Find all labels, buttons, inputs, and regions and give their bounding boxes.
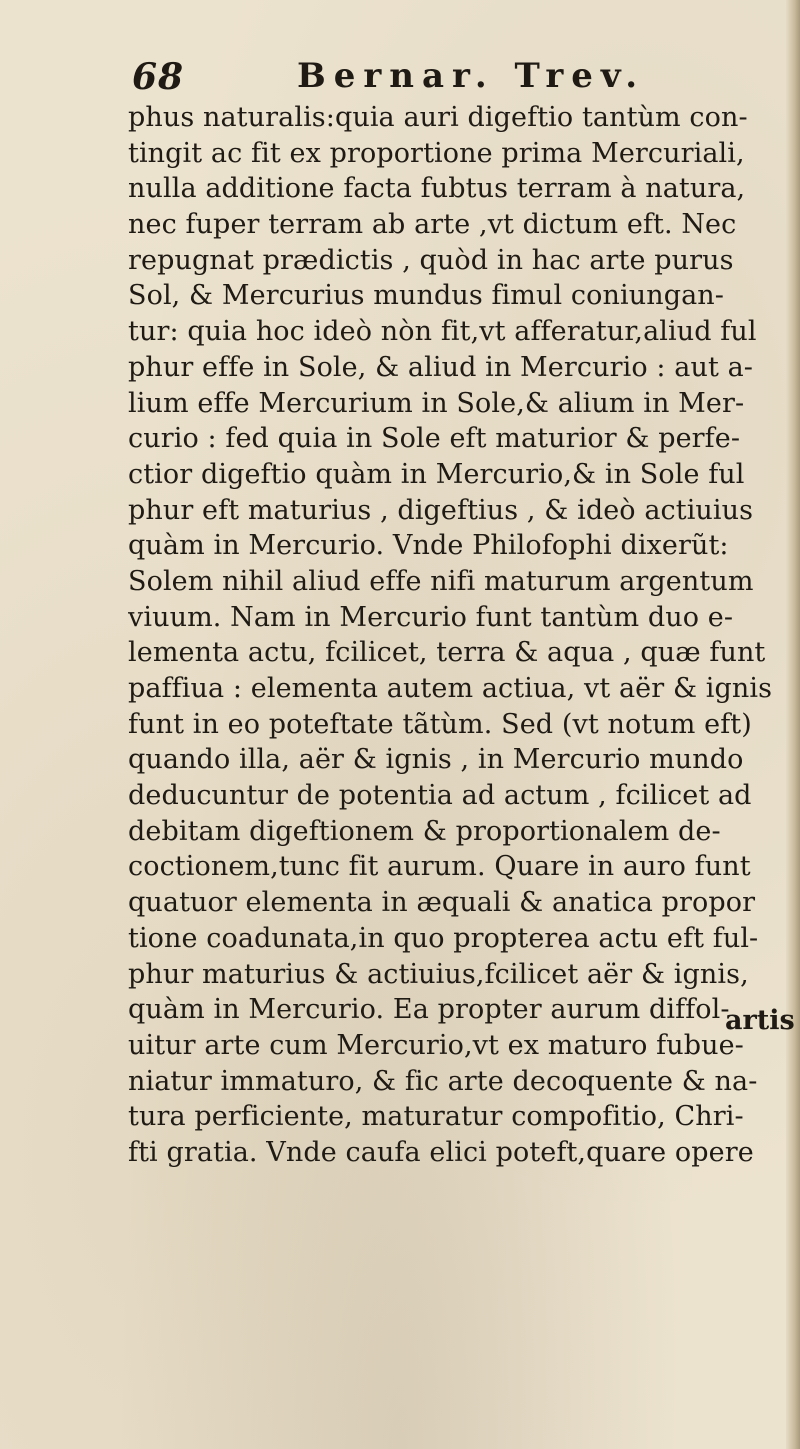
text-line: nec fuper terram ab arte ,vt dictum eft. Nec [128, 209, 737, 241]
text-line: deducuntur de potentia ad actum , fcilicet ad [128, 780, 752, 812]
page-number: 68 [132, 56, 185, 98]
text-line: Sol, & Mercurius mundus fimul coniungan- [128, 280, 724, 312]
text-line: phur effe in Sole, & aliud in Mercurio : aut a- [128, 351, 754, 383]
text-line: quàm in Mercurio. Ea propter aurum diffol- [128, 994, 730, 1026]
text-line: uitur arte cum Mercurio,vt ex maturo fubue- [128, 1029, 744, 1061]
text-line: niatur immaturo, & fic arte decoquente & na- [128, 1065, 758, 1097]
text-line: nulla additione facta fubtus terram à natura, [128, 173, 746, 205]
text-line: Solem nihil aliud effe nifi maturum argentum [128, 565, 754, 597]
body-text [128, 100, 788, 1171]
text-line: tione coadunata,in quo propterea actu eft ful- [128, 922, 759, 954]
text-line: paffiua : elementa autem actiua, vt aër & ignis [128, 673, 773, 704]
text-line: viuum. Nam in Mercurio funt tantùm duo e- [128, 601, 734, 633]
text-line: repugnat prædictis , quòd in hac arte purus [128, 244, 734, 276]
text-line: fti gratia. Vnde caufa elici poteft,quare opere [128, 1136, 754, 1168]
text-line: tingit ac fit ex proportione prima Mercuriali, [128, 137, 745, 169]
text-line: quando illa, aër & ignis , in Mercurio mundo [128, 744, 744, 776]
text-line: tura perficiente, maturatur compofitio, Chri- [128, 1101, 744, 1133]
text-line: curio : fed quia in Sole eft maturior & perfe- [128, 423, 741, 455]
text-line: funt in eo poteftate tãtùm. Sed (vt notum eft) [128, 708, 752, 740]
running-head: Bernar. Trev. [297, 56, 646, 96]
page-header [132, 48, 692, 98]
text-line: debitam digeftionem & proportionalem de- [128, 815, 721, 847]
text-line: lementa actu, fcilicet, terra & aqua , quæ funt [128, 637, 766, 669]
text-line: ctior digeftio quàm in Mercurio,& in Sole ful [128, 458, 745, 490]
catchword: artis [725, 1005, 795, 1036]
text-line: coctionem,tunc fit aurum. Quare in auro funt [128, 851, 751, 883]
text-line: phur eft maturius , digeftius , & ideò actiuius [128, 494, 754, 526]
text-line: phus naturalis:quia auri digeftio tantùm con- [128, 102, 748, 133]
text-line: tur: quia hoc ideò nòn fit,vt afferatur,aliud ful [128, 316, 757, 348]
page-edge [786, 0, 800, 1449]
text-line: quàm in Mercurio. Vnde Philofophi dixerũt: [128, 530, 729, 562]
text-line: lium effe Mercurium in Sole,& alium in Mer- [128, 387, 745, 419]
text-line: quatuor elementa in æquali & anatica propor [128, 887, 756, 919]
text-line: phur maturius & actiuius,fcilicet aër & ignis, [128, 958, 749, 990]
